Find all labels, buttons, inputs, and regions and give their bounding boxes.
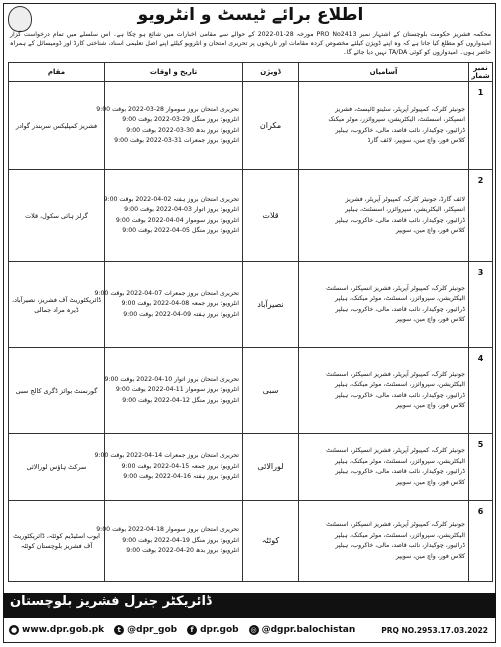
website-link[interactable] bbox=[9, 625, 104, 635]
table-row bbox=[9, 434, 493, 501]
row-division: کوئٹہ bbox=[243, 501, 299, 582]
post-line: ڈرائیور، چوکیدار، نائب قاصد، مالی، خاکروب، ہیلپر bbox=[335, 126, 465, 134]
row-serial: 6 bbox=[469, 501, 493, 582]
row-serial: 2 bbox=[469, 170, 493, 262]
row-posts bbox=[299, 501, 469, 582]
schedule-line: انٹرویو: بروز بدھ 20-04-2022 بوقت 9:00 bbox=[126, 547, 239, 555]
schedule-table bbox=[8, 62, 493, 582]
twitter-icon: t bbox=[114, 625, 124, 635]
schedule-line: انٹرویو: بروز جمعہ 08-04-2022 بوقت 9:00 bbox=[121, 300, 239, 308]
table-row bbox=[9, 348, 493, 434]
schedule-line: انٹرویو: بروز جمعرات 31-03-2022 بوقت 9:00 bbox=[114, 137, 239, 144]
row-division: سبی bbox=[243, 348, 299, 434]
twitter-text: @dpr_gob bbox=[127, 625, 178, 635]
header-dates: تاریخ و اوقات bbox=[105, 63, 243, 82]
schedule-line: انٹرویو: بروز ہفتہ 16-04-2022 بوقت 9:00 bbox=[123, 473, 239, 481]
post-line: ڈرائیور، چوکیدار، نائب قاصد، مالی، خاکروب، ہیلپر bbox=[335, 391, 465, 399]
post-line: الیکٹریشن، سپروائزر، اسسٹنٹ، موٹر میکنک، ہیلپر bbox=[335, 295, 465, 302]
post-line: انسپکٹر، الیکٹریشن، سپروائزر، اسسٹنٹ، ہیلپر bbox=[345, 206, 465, 213]
header-posts: آسامیاں bbox=[299, 63, 469, 82]
table-row bbox=[9, 501, 493, 582]
schedule-line: انٹرویو: بروز سوموار 11-04-2022 بوقت 9:00 bbox=[115, 386, 239, 394]
row-venue: گورنمنٹ بوائز ڈگری کالج سبی bbox=[9, 348, 105, 434]
row-venue: سرکٹ ہاؤس لورالائی bbox=[9, 434, 105, 501]
post-line: انسپکٹر، اسسٹنٹ، الیکٹریشن، سپروائزر، موٹر میکنک bbox=[328, 116, 465, 123]
post-line: کلاس فور، واچ مین، سویپر bbox=[395, 402, 465, 409]
header-venue: مقام bbox=[9, 63, 105, 82]
schedule-line: تحریری امتحان بروز جمعرات 14-04-2022 بوقت 9:00 bbox=[94, 452, 239, 460]
row-dates bbox=[105, 170, 243, 262]
post-line: ڈرائیور، چوکیدار، نائب قاصد، مالی، خاکروب، ہیلپر bbox=[335, 216, 465, 224]
schedule-line: انٹرویو: بروز اتوار 03-04-2022 بوقت 9:00 bbox=[124, 206, 239, 213]
post-line: جونیئر کلرک، کمپیوٹر آپریٹر، سٹینو ٹائپسٹ، فشریز bbox=[335, 105, 465, 113]
row-serial: 4 bbox=[469, 348, 493, 434]
globe-icon: ● bbox=[10, 626, 18, 634]
post-line: جونیئر کلرک، کمپیوٹر آپریٹر، فشریز انسپکٹر، اسسٹنٹ bbox=[326, 284, 465, 292]
schedule-line: انٹرویو: بروز منگل 19-04-2022 بوقت 9:00 bbox=[122, 536, 239, 544]
row-serial: 3 bbox=[469, 262, 493, 348]
row-dates bbox=[94, 262, 243, 348]
schedule-line: انٹرویو: بروز سوموار 04-04-2022 بوقت 9:00 bbox=[115, 216, 239, 224]
instagram-icon: ◎ bbox=[250, 626, 257, 634]
post-line: الیکٹریشن، سپروائزر، اسسٹنٹ، موٹر میکنک، ہیلپر bbox=[335, 531, 465, 539]
schedule-line: انٹرویو: بروز منگل 05-04-2022 بوقت 9:00 bbox=[122, 227, 239, 234]
director-signature: ڈائریکٹر جنرل فشریز بلوچستان bbox=[10, 594, 212, 609]
row-serial: 1 bbox=[469, 82, 493, 170]
row-posts bbox=[299, 434, 469, 501]
schedule-line: تحریری امتحان بروز ہفتہ 02-04-2022 بوقت 9:00 bbox=[103, 195, 239, 203]
schedule-line: انٹرویو: بروز بدھ 30-03-2022 بوقت 9:00 bbox=[126, 126, 239, 134]
schedule-line: تحریری امتحان بروز جمعرات 07-04-2022 بوقت 9:00 bbox=[94, 289, 239, 297]
header-division: ڈویژن bbox=[243, 63, 299, 82]
post-line: لائف گارڈ، جونیئر کلرک، کمپیوٹر آپریٹر، فشریز bbox=[345, 195, 465, 203]
social-links bbox=[3, 620, 496, 640]
row-serial: 5 bbox=[469, 434, 493, 501]
row-dates bbox=[94, 434, 243, 501]
row-dates bbox=[96, 82, 243, 170]
row-venue: ایوب اسٹیڈیم کوئٹہ، ڈائریکٹوریٹ آف فشریز بلوچستان کوئٹہ bbox=[9, 501, 105, 582]
schedule-line: تحریری امتحان بروز سوموار 28-03-2022 بوقت 9:00 bbox=[96, 105, 239, 113]
instagram-link[interactable] bbox=[249, 625, 356, 635]
post-line: جونیئر کلرک، کمپیوٹر آپریٹر، فشریز انسپکٹر، اسسٹنٹ bbox=[326, 521, 465, 528]
table-row bbox=[9, 170, 493, 262]
row-venue: گرلز ہائی سکول، قلات bbox=[9, 170, 105, 262]
row-posts bbox=[299, 262, 469, 348]
post-line: ڈرائیور، چوکیدار، نائب قاصد، مالی، خاکروب، ہیلپر bbox=[335, 542, 465, 549]
twitter-link[interactable] bbox=[114, 625, 177, 635]
post-line: کلاس فور، واچ مین، سویپر bbox=[395, 227, 465, 234]
schedule-line: انٹرویو: بروز منگل 29-03-2022 بوقت 9:00 bbox=[122, 116, 239, 123]
table-row bbox=[9, 82, 493, 170]
post-line: جونیئر کلرک، کمپیوٹر آپریٹر، فشریز انسپکٹر، اسسٹنٹ bbox=[326, 447, 465, 454]
facebook-icon: f bbox=[187, 625, 197, 635]
post-line: ڈرائیور، چوکیدار، نائب قاصد، مالی، خاکروب، ہیلپر bbox=[335, 305, 465, 313]
row-division: نصیرآباد bbox=[243, 262, 299, 348]
post-line: ڈرائیور، چوکیدار، نائب قاصد، مالی، خاکروب، ہیلپر bbox=[335, 468, 465, 475]
notice-title: اطلاع برائے ٹیسٹ و انٹرویو bbox=[137, 5, 364, 25]
row-posts bbox=[299, 348, 469, 434]
table-row bbox=[9, 262, 493, 348]
notice-intro: محکمہ فشریز حکومت بلوچستان کے اشتہار نمبر PRO No2413 مورخہ 28-01-2022 کے حوالے سے مقامی اخبارات میں شائع ہو چکا ہے۔ اس سلسلے میں تمام درخواست گزار امیدواروں کو مطلع کیا جاتا ہے کہ وہ اپنے ڈویژن کیلئے مخصوص کردہ مقامات اور تاریخوں پر تحریری امتحان و انٹرویو کیلئے اپنے اصل تعلیمی اسناد، شناختی کارڈ اور ڈومیسائل کے ہمراہ حاضر ہوں۔ امیدواروں کو کوئی TA/DA نہیں دیا جائے گا۔ bbox=[10, 31, 491, 56]
row-venue: ڈائریکٹوریٹ آف فشریز، نصیرآباد، ڈیرہ مراد جمالی bbox=[9, 262, 105, 348]
post-line: الیکٹریشن، سپروائزر، اسسٹنٹ، موٹر میکنک، ہیلپر bbox=[335, 381, 465, 388]
row-posts bbox=[299, 170, 469, 262]
post-line: کلاس فور، واچ مین، سویپر bbox=[395, 478, 465, 486]
schedule-line: انٹرویو: بروز منگل 12-04-2022 بوقت 9:00 bbox=[122, 396, 239, 404]
row-venue: فشریز کمپلیکس سربندر گوادر bbox=[9, 82, 105, 170]
row-division: مکران bbox=[243, 82, 299, 170]
row-division: قلات bbox=[243, 170, 299, 262]
schedule-line: تحریری امتحان بروز سوموار 18-04-2022 بوقت 9:00 bbox=[96, 526, 239, 534]
row-dates bbox=[105, 348, 243, 434]
row-division: لورالائی bbox=[243, 434, 299, 501]
post-line: الیکٹریشن، سپروائزر، اسسٹنٹ، موٹر میکنک، ہیلپر bbox=[335, 457, 465, 465]
schedule-line: تحریری امتحان بروز اتوار 10-04-2022 بوقت 9:00 bbox=[104, 375, 239, 383]
website-text: www.dpr.gob.pk bbox=[22, 625, 105, 635]
schedule-line: انٹرویو: بروز ہفتہ 09-04-2022 بوقت 9:00 bbox=[123, 310, 239, 318]
table-header-row bbox=[9, 63, 493, 82]
row-dates bbox=[96, 501, 243, 582]
header-serial: نمبر شمار bbox=[469, 63, 493, 82]
post-line: کلاس فور، واچ مین، سویپر، لائف گارڈ bbox=[367, 137, 465, 144]
instagram-text: @dgpr.balochistan bbox=[261, 625, 356, 635]
post-line: کلاس فور، واچ مین، سویپر bbox=[395, 552, 465, 560]
facebook-text: dpr.gob bbox=[200, 625, 239, 635]
schedule-line: انٹرویو: بروز جمعہ 15-04-2022 بوقت 9:00 bbox=[121, 462, 239, 470]
post-line: جونیئر کلرک، کمپیوٹر آپریٹر، فشریز انسپکٹر، اسسٹنٹ bbox=[326, 370, 465, 378]
post-line: کلاس فور، واچ مین، سویپر bbox=[395, 316, 465, 323]
facebook-link[interactable] bbox=[187, 625, 239, 635]
prq-number: PRQ NO.2953.17.03.2022 bbox=[381, 625, 488, 635]
row-posts bbox=[299, 82, 469, 170]
